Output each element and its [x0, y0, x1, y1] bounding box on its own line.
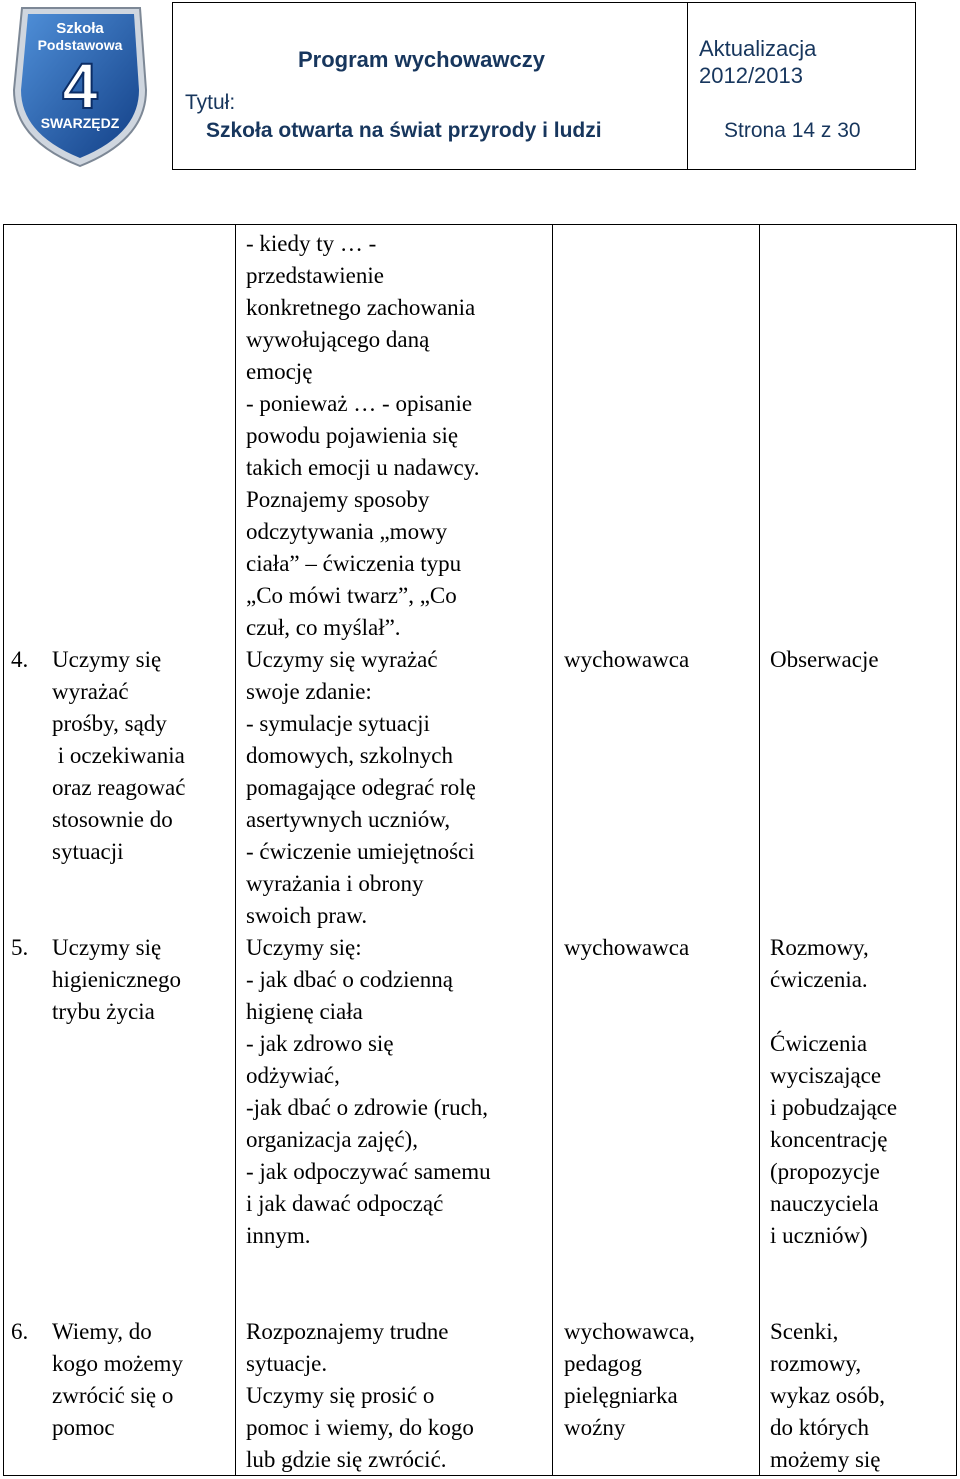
row-4-goal: Uczymy się wyrażać prośby, sądy i oczekiwania oraz reagować stosownie do sytuacji — [52, 647, 186, 864]
page-header — [0, 0, 918, 172]
title-label: Tytuł: — [185, 91, 236, 114]
row-5-method: Rozmowy, ćwiczenia. Ćwiczenia wyciszające i pobudzające koncentrację (propozycje nauczyciela i uczniów) — [770, 935, 898, 1248]
row-5-responsible: wychowawca — [564, 935, 690, 960]
update-year: 2012/2013 — [699, 63, 803, 88]
page-number: Strona 14 z 30 — [724, 119, 861, 142]
row-5-goal: Uczymy się higienicznego trybu życia — [52, 935, 182, 1024]
row-4-method: Obserwacje — [770, 647, 879, 672]
logo-city: SWARZĘDZ — [40, 115, 120, 131]
row-4-responsible: wychowawca — [564, 647, 690, 672]
row-4-number: 4. — [11, 647, 29, 672]
logo-line1: Szkoła — [56, 20, 104, 37]
header-table — [172, 2, 916, 170]
row-6-method: Scenki, rozmowy, wykaz osób, do których możemy się — [770, 1319, 885, 1472]
logo-number: 4 — [62, 50, 98, 122]
row-4-content: Uczymy się wyrażać swoje zdanie: - symulacje sytuacji domowych, szkolnych pomagające odegrać rolę asertywnych uczniów, - ćwiczenie umiejętności wyrażania i obrony swoich praw. — [246, 647, 476, 928]
row-1-content: - kiedy ty … - przedstawienie konkretnego zachowania wywołującego daną emocję - ponieważ … - opisanie powodu pojawienia się takich emocji u nadawcy. Poznajemy sposoby odczytywania „mowy ciała” – ćwiczenia typu „Co mówi twarz”, „Co czuł, co myślał”. — [246, 231, 480, 640]
row-6-goal: Wiemy, do kogo możemy zwrócić się o pomoc — [52, 1319, 183, 1440]
logo-line2: Podstawowa — [37, 37, 123, 53]
update-label: Aktualizacja — [699, 36, 817, 61]
row-5-content: Uczymy się: - jak dbać o codzienną higienę ciała - jak zdrowo się odżywiać, -jak dbać o zdrowie (ruch, organizacja zajęć), - jak odpoczywać samemu i jak dawać odpocząć innym. — [246, 935, 491, 1248]
program-title: Program wychowawczy — [298, 47, 545, 72]
row-6-number: 6. — [11, 1319, 29, 1344]
document-title: Szkoła otwarta na świat przyrody i ludzi — [206, 119, 602, 142]
update-info — [699, 35, 816, 89]
school-logo — [0, 0, 172, 170]
row-6-responsible: wychowawca, pedagog pielęgniarka woźny — [564, 1319, 695, 1440]
program-table — [3, 224, 957, 1476]
row-5-number: 5. — [11, 935, 29, 960]
row-6-content: Rozpoznajemy trudne sytuacje. Uczymy się prosić o pomoc i wiemy, do kogo lub gdzie się zwrócić. — [246, 1319, 474, 1472]
